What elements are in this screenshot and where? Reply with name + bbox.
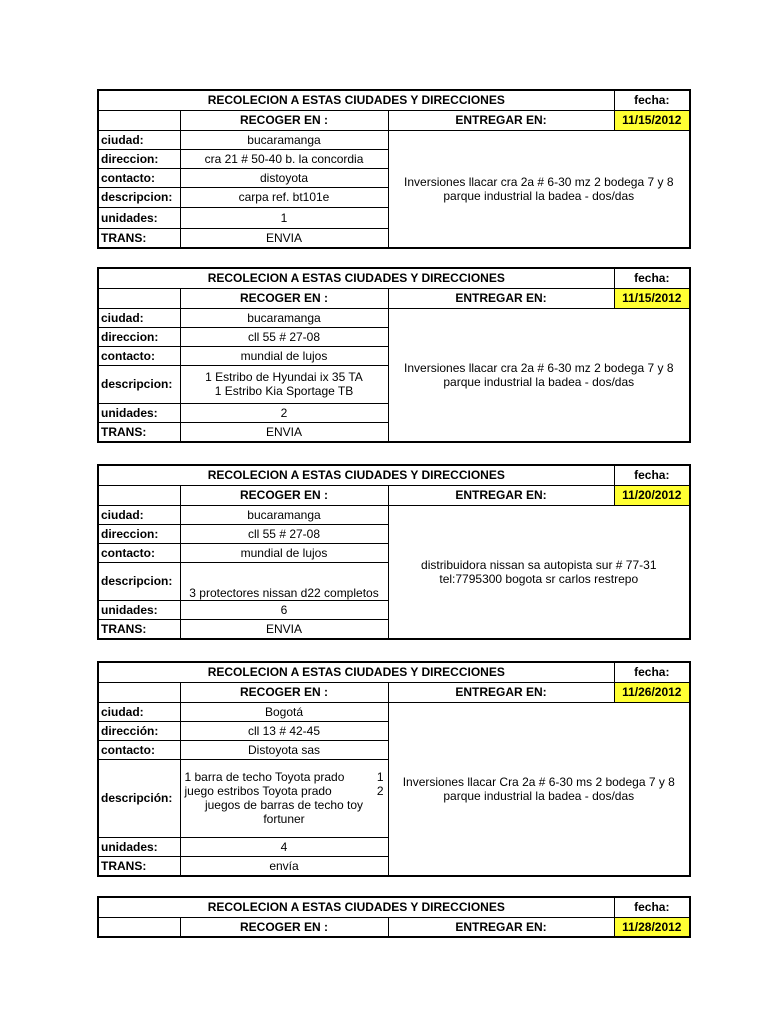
trans-value: envía [180,856,388,876]
contacto-value: Distoyota sas [180,740,388,759]
entregar-label: ENTREGAR EN: [388,288,614,308]
unidades-label: unidades: [98,600,180,619]
direccion-value: cll 55 # 27-08 [180,524,388,543]
trans-value: ENVIA [180,619,388,639]
descripcion-item-text: 1 barra de techo Toyota prado [184,770,345,784]
ciudad-value: bucaramanga [180,308,388,327]
form-title: RECOLECION A ESTAS CIUDADES Y DIRECCIONES [98,662,614,682]
trans-label: TRANS: [98,422,180,442]
fecha-value: 11/26/2012 [614,682,690,702]
contacto-value: mundial de lujos [180,543,388,562]
ciudad-value: Bogotá [180,702,388,721]
descripcion-item-text: juego estribos Toyota prado [184,784,332,798]
descripcion-item-qty: 2 [376,784,384,798]
descripcion-line: 1 Estribo Kia Sportage TB [214,384,354,398]
shipment-form-2 [97,267,689,443]
entregar-address: Inversiones llacar cra 2a # 6-30 mz 2 bodega 7 y 8 parque industrial la badea - dos/das [388,130,690,248]
ciudad-label: ciudad: [98,130,180,149]
recoger-label: RECOGER EN : [180,682,388,702]
unidades-label: unidades: [98,403,180,422]
descripcion-label: descripcion: [98,562,180,600]
entregar-address: distribuidora nissan sa autopista sur # 77-31 tel:7795300 bogota sr carlos restrepo [388,505,690,639]
direccion-label: direccion: [98,524,180,543]
descripcion-tail: juegos de barras de techo toy fortuner [204,798,364,826]
unidades-value: 6 [180,600,388,619]
shipment-form-1 [97,89,689,249]
direccion-label: dirección: [98,721,180,740]
fecha-value: 11/15/2012 [614,288,690,308]
direccion-label: direccion: [98,327,180,346]
shipment-form-3 [97,464,689,640]
trans-value: ENVIA [180,228,388,248]
fecha-label: fecha: [614,465,690,485]
unidades-label: unidades: [98,207,180,228]
direccion-value: cra 21 # 50-40 b. la concordia [180,149,388,168]
entregar-address: Inversiones llacar cra 2a # 6-30 mz 2 bodega 7 y 8 parque industrial la badea - dos/das [388,308,690,442]
trans-label: TRANS: [98,856,180,876]
trans-label: TRANS: [98,619,180,639]
contacto-value: mundial de lujos [180,346,388,365]
ciudad-value: bucaramanga [180,505,388,524]
ciudad-label: ciudad: [98,505,180,524]
recoger-label: RECOGER EN : [180,288,388,308]
recoger-label: RECOGER EN : [180,110,388,130]
unidades-value: 4 [180,837,388,856]
recoger-label: RECOGER EN : [180,917,388,937]
descripcion-value: carpa ref. bt101e [180,187,388,207]
form-title: RECOLECION A ESTAS CIUDADES Y DIRECCIONES [98,465,614,485]
entregar-label: ENTREGAR EN: [388,110,614,130]
entregar-label: ENTREGAR EN: [388,682,614,702]
entregar-address: Inversiones llacar Cra 2a # 6-30 ms 2 bodega 7 y 8 parque industrial la badea - dos/das [388,702,690,876]
descripcion-label: descripcion: [98,365,180,403]
descripcion-label: descripción: [98,759,180,837]
fecha-label: fecha: [614,90,690,110]
contacto-value: distoyota [180,168,388,187]
ciudad-label: ciudad: [98,308,180,327]
ciudad-label: ciudad: [98,702,180,721]
unidades-value: 1 [180,207,388,228]
entregar-label: ENTREGAR EN: [388,485,614,505]
fecha-label: fecha: [614,897,690,917]
descripcion-value [180,365,388,403]
descripcion-item-qty: 1 [376,770,384,784]
descripcion-label: descripcion: [98,187,180,207]
fecha-value: 11/28/2012 [614,917,690,937]
unidades-label: unidades: [98,837,180,856]
fecha-label: fecha: [614,268,690,288]
shipment-form-5 [97,896,689,938]
contacto-label: contacto: [98,168,180,187]
direccion-label: direccion: [98,149,180,168]
descripcion-item [185,770,384,784]
contacto-label: contacto: [98,543,180,562]
fecha-label: fecha: [614,662,690,682]
direccion-value: cll 55 # 27-08 [180,327,388,346]
direccion-value: cll 13 # 42-45 [180,721,388,740]
contacto-label: contacto: [98,346,180,365]
ciudad-value: bucaramanga [180,130,388,149]
form-title: RECOLECION A ESTAS CIUDADES Y DIRECCIONES [98,897,614,917]
contacto-label: contacto: [98,740,180,759]
descripcion-value: 3 protectores nissan d22 completos [180,562,388,600]
fecha-value: 11/20/2012 [614,485,690,505]
descripcion-value [180,759,388,837]
shipment-form-4 [97,661,689,877]
trans-label: TRANS: [98,228,180,248]
recoger-label: RECOGER EN : [180,485,388,505]
form-title: RECOLECION A ESTAS CIUDADES Y DIRECCIONES [98,90,614,110]
trans-value: ENVIA [180,422,388,442]
descripcion-item [185,784,384,798]
unidades-value: 2 [180,403,388,422]
entregar-label: ENTREGAR EN: [388,917,614,937]
form-title: RECOLECION A ESTAS CIUDADES Y DIRECCIONES [98,268,614,288]
descripcion-line: 1 Estribo de Hyundai ix 35 TA [205,370,363,384]
fecha-value: 11/15/2012 [614,110,690,130]
